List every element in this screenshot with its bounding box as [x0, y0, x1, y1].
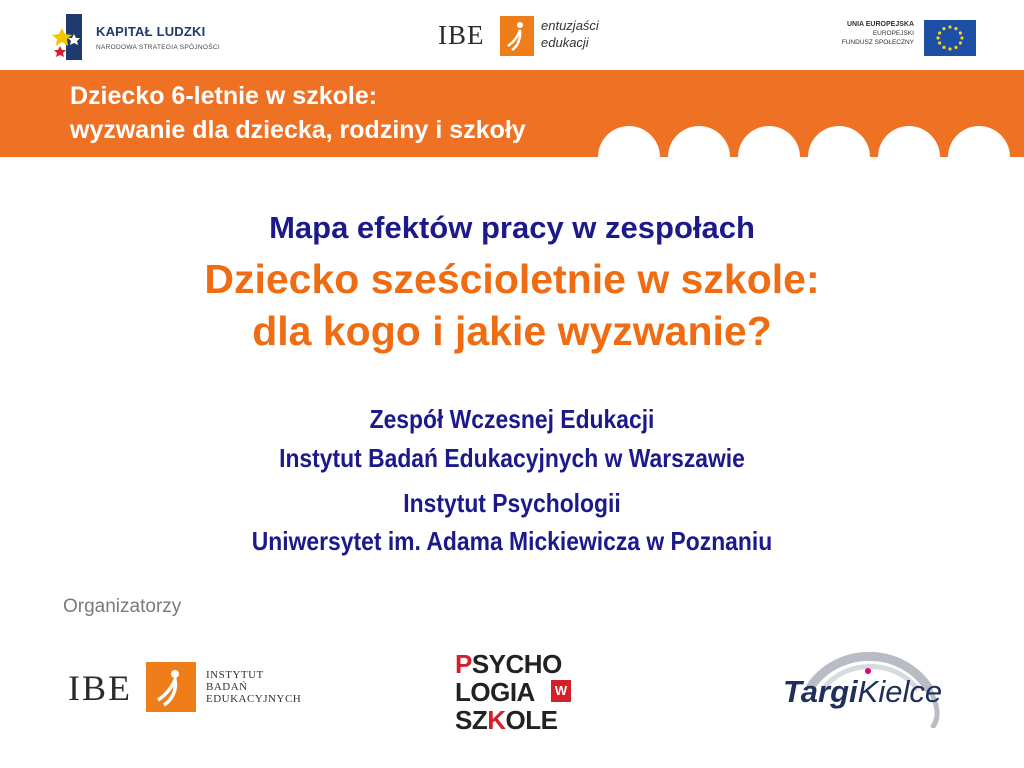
targi-dot-icon	[865, 668, 871, 674]
author-line: Zespół Wczesnej Edukacji	[369, 404, 655, 434]
ibe-name-line-3: EDUKACYJNYCH	[206, 693, 302, 705]
banner-line-1: Dziecko 6-letnie w szkole:	[70, 82, 378, 110]
eu-fund-label	[842, 20, 914, 47]
eu-flag-icon	[924, 20, 976, 56]
organizers-label: Organizatorzy	[63, 596, 182, 617]
ibe-institute-logo	[68, 662, 308, 714]
psy-row-1: PSYCHO	[455, 649, 562, 679]
psy-row-2: LOGIA	[455, 677, 535, 707]
ibe-entuzjasci-logo	[438, 16, 628, 56]
ibe-tagline-1: entuzjaści	[541, 18, 599, 33]
kapital-ludzki-star-icon	[52, 14, 88, 60]
ibe-abbr: IBE	[68, 668, 132, 708]
ibe-name-line-2: BADAŃ	[206, 681, 248, 693]
banner-scallop	[878, 126, 940, 157]
title-banner	[0, 70, 1024, 157]
banner-line-2: wyzwanie dla dziecka, rodziny i szkoły	[70, 116, 526, 144]
eu-line3: FUNDUSZ SPOŁECZNY	[841, 39, 914, 46]
slide-title-line-2: dla kogo i jakie wyzwanie?	[252, 308, 772, 354]
ibe-abbr: IBE	[438, 20, 485, 50]
ibe-tagline-2: edukacji	[541, 35, 589, 50]
banner-scallop	[668, 126, 730, 157]
kapital-ludzki-subtitle: NARODOWA STRATEGIA SPÓJNOŚCI	[96, 44, 220, 51]
author-line: Instytut Badań Edukacyjnych w Warszawie	[279, 443, 745, 473]
banner-scallop	[738, 126, 800, 157]
eu-line1: UNIA EUROPEJSKA	[846, 21, 914, 28]
ibe-figure-icon	[500, 16, 534, 56]
slide-title-line-1: Dziecko sześcioletnie w szkole:	[204, 256, 820, 302]
author-line: Uniwersytet im. Adama Mickiewicza w Poznaniu	[251, 526, 773, 556]
slide-heading: Mapa efektów pracy w zespołach	[269, 210, 755, 245]
psychologia-w-szkole-logo	[455, 650, 573, 738]
ibe-figure-icon	[146, 662, 196, 712]
psy-row-3: SZKOLE	[455, 705, 558, 735]
banner-scallop	[808, 126, 870, 157]
targi-wordmark: TargiKielce	[783, 674, 943, 709]
eu-line2: EUROPEJSKI	[872, 30, 914, 37]
banner-scallop	[598, 126, 660, 157]
kapital-ludzki-logo	[52, 12, 222, 64]
psy-w-badge: W	[551, 680, 571, 702]
author-line: Instytut Psychologii	[403, 488, 621, 518]
ibe-name-line-1: INSTYTUT	[206, 669, 264, 681]
targi-kielce-logo	[780, 648, 980, 728]
banner-scallop	[948, 126, 1010, 157]
kapital-ludzki-title: KAPITAŁ LUDZKI	[96, 24, 206, 39]
